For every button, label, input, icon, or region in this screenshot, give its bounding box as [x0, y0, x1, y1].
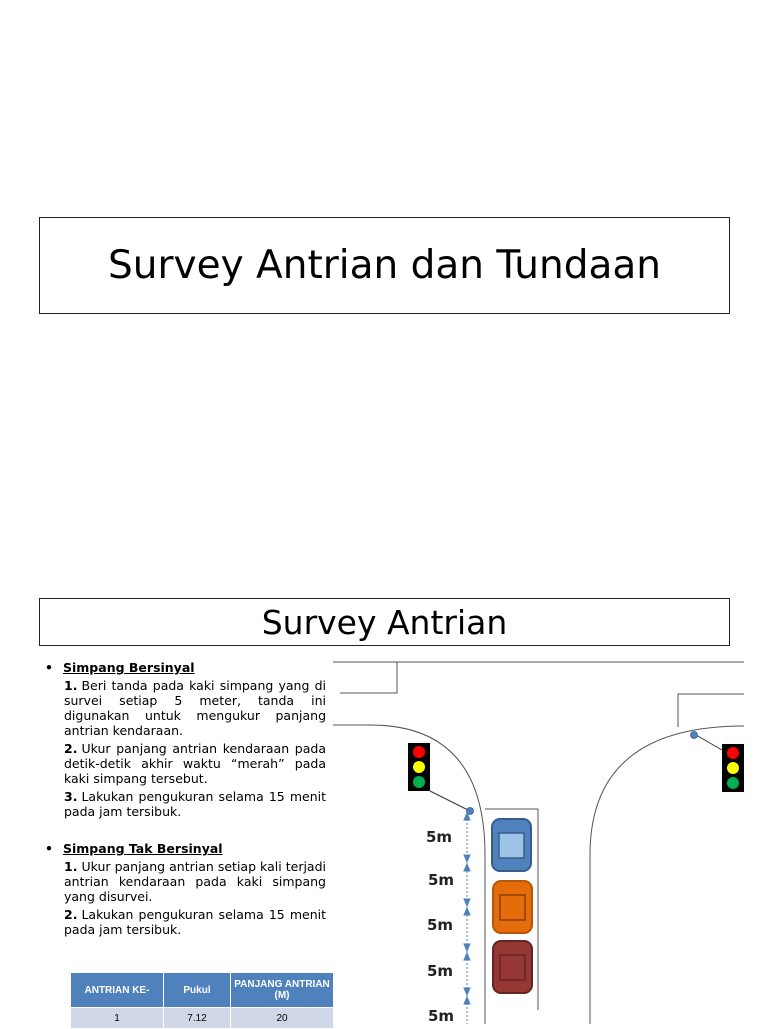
slide1-title — [39, 217, 730, 314]
slide2-content — [44, 660, 326, 959]
distance-label: 5m — [427, 916, 454, 934]
step-text: Ukur panjang antrian kendaraan pada detik-detik akhir waktu “merah” pada kaki simpang tersebut. — [64, 741, 326, 786]
table-header: PANJANG ANTRIAN (M) — [231, 973, 334, 1008]
light-yellow — [413, 761, 425, 773]
queue-table — [70, 972, 334, 1029]
traffic-light-left-icon — [408, 743, 474, 815]
table-cell: 20 — [231, 1008, 334, 1029]
bullet-icon: • — [45, 841, 53, 856]
distance-label: 5m — [426, 828, 453, 846]
step-number: 1. — [64, 859, 78, 874]
step-item — [64, 859, 326, 904]
measure-line — [464, 813, 470, 1024]
table-header-row — [71, 973, 334, 1008]
bullet-icon: • — [45, 660, 53, 675]
section-heading-text: Simpang Bersinyal — [63, 660, 195, 675]
step-text: Beri tanda pada kaki simpang yang di survei setiap 5 meter, tanda ini digunakan untuk mengukur panjang antrian kendaraan. — [64, 678, 326, 738]
section-simpang-tak-bersinyal — [44, 841, 326, 937]
step-text: Lakukan pengukuran selama 15 menit pada jam tersibuk. — [64, 907, 326, 937]
step-item — [64, 789, 326, 819]
car-icon — [492, 819, 531, 871]
slide2-title — [39, 598, 730, 646]
car-icon — [493, 941, 532, 993]
step-text: Ukur panjang antrian setiap kali terjadi antrian kendaraan pada kaki simpang yang disurvei. — [64, 859, 326, 904]
intersection-diagram — [330, 655, 750, 1024]
table-cell: 7.12 — [164, 1008, 231, 1029]
step-number: 1. — [64, 678, 78, 693]
step-item — [64, 678, 326, 738]
traffic-light-right-icon — [691, 732, 745, 793]
slide2-title-text: Survey Antrian — [261, 602, 508, 642]
table-header: Pukul — [164, 973, 231, 1008]
step-item — [64, 907, 326, 937]
step-number: 2. — [64, 907, 78, 922]
distance-label: 5m — [427, 962, 454, 980]
road-curb-right — [590, 726, 744, 1024]
car-icon — [493, 881, 532, 933]
light-green — [413, 776, 425, 788]
light-red — [413, 746, 425, 758]
slide1-title-text: Survey Antrian dan Tundaan — [107, 243, 661, 288]
step-text: Lakukan pengukuran selama 15 menit pada jam tersibuk. — [64, 789, 326, 819]
light-red — [727, 747, 739, 759]
step-number: 3. — [64, 789, 78, 804]
table-cell: 1 — [71, 1008, 164, 1029]
table-row — [71, 1008, 334, 1029]
light-yellow — [727, 762, 739, 774]
step-number: 2. — [64, 741, 78, 756]
table-header: ANTRIAN KE- — [71, 973, 164, 1008]
light-green — [727, 777, 739, 789]
distance-label: 5m — [428, 1007, 455, 1024]
section-heading — [44, 841, 326, 856]
section-heading-text: Simpang Tak Bersinyal — [63, 841, 223, 856]
road-median — [340, 662, 397, 693]
distance-label: 5m — [428, 871, 455, 889]
section-heading — [44, 660, 326, 675]
section-simpang-bersinyal — [44, 660, 326, 819]
step-item — [64, 741, 326, 786]
road-median — [678, 694, 744, 727]
